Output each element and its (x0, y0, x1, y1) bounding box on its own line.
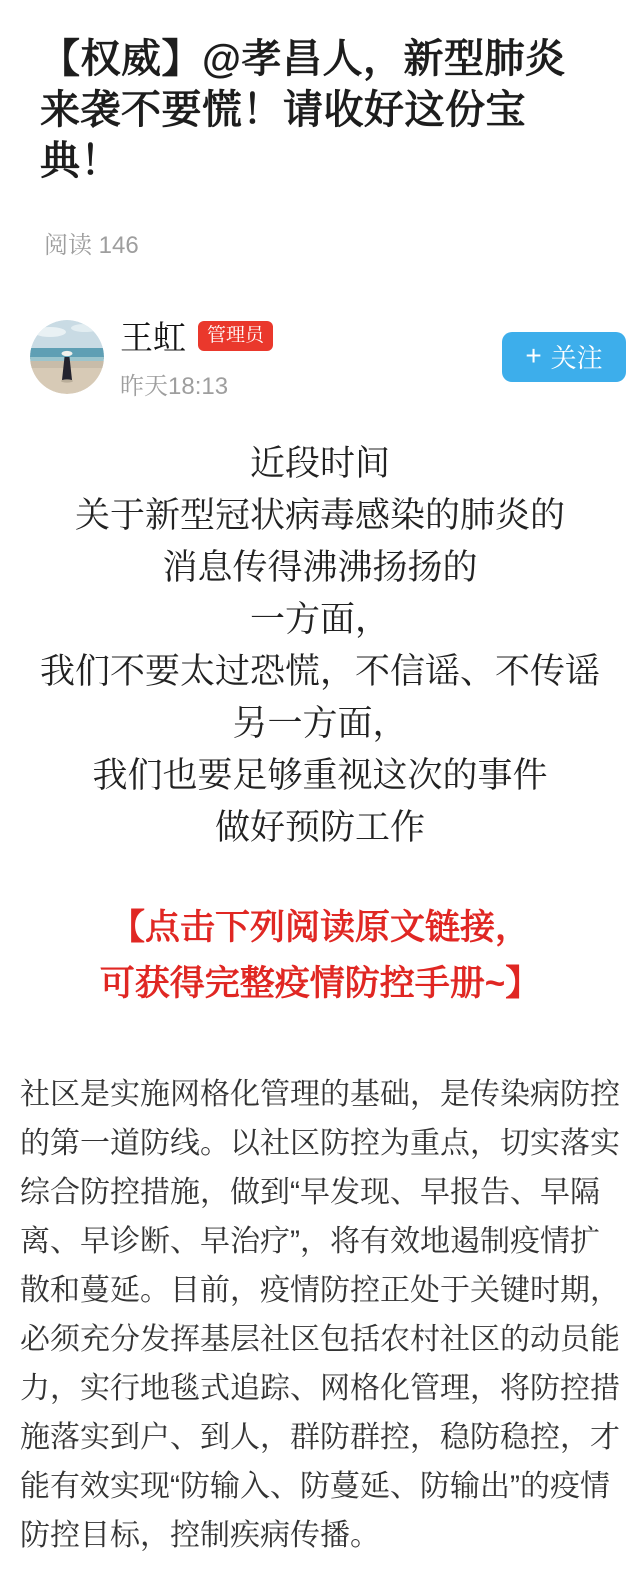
read-count: 阅读 146 (44, 232, 139, 259)
post-body-centered (0, 438, 640, 854)
body-line: 另一方面， (232, 704, 408, 743)
highlight-callout (0, 900, 640, 1012)
plus-icon: + (525, 339, 542, 371)
beach-photo-avatar (30, 320, 104, 394)
follow-button[interactable] (502, 332, 626, 382)
author-meta (120, 312, 273, 401)
body-line: 消息传得沸沸扬扬的 (162, 548, 478, 587)
post-page (0, 34, 640, 1590)
author-row (30, 312, 626, 401)
body-line: 一方面， (249, 600, 390, 639)
body-line: 我们也要足够重视这次的事件 (92, 756, 548, 795)
highlight-line: 可获得完整疫情防控手册~】 (99, 964, 541, 1003)
body-line: 我们不要太过恐慌，不信谣、不传谣 (39, 652, 600, 691)
highlight-line: 【点击下列阅读原文链接， (109, 908, 530, 947)
post-time: 昨天18:13 (120, 373, 229, 400)
avatar[interactable] (30, 320, 104, 394)
community-prevention-paragraph: 社区是实施网格化管理的基础，是传染病防控的第一道防线。以社区防控为重点，切实落实综合防控措施，做到“早发现、早报告、早隔离、早诊断、早治疗”，将有效地遏制疫情扩散和蔓延。目前，疫情防控正处于关键时期，必须充分发挥基层社区包括农村社区的动员能力，实行地毯式追踪、网格化管理，将防控措施落实到户、到人，群防群控，稳防稳控，才能有效实现“防输入、防蔓延、防输出”的疫情防控目标，控制疾病传播。 (20, 1078, 620, 1552)
author-name-line (120, 312, 273, 359)
body-line: 关于新型冠状病毒感染的肺炎的 (74, 496, 565, 535)
author-name[interactable]: 王虹 (120, 319, 186, 356)
post-title: 【权威】@孝昌人，新型肺炎来袭不要慌！请收好这份宝典！ (40, 37, 566, 183)
follow-button-label: 关注 (550, 343, 603, 373)
admin-badge: 管理员 (198, 321, 273, 351)
body-line: 做好预防工作 (214, 808, 425, 847)
body-line: 近段时间 (249, 444, 390, 483)
